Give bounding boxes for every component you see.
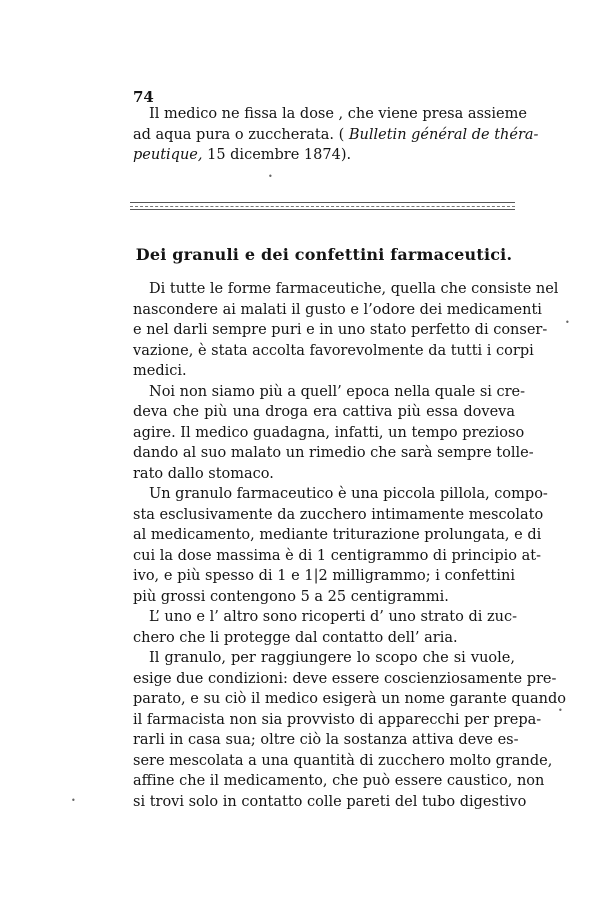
text-line: medici. [133, 363, 187, 379]
text-line: Un granulo farmaceutico è una piccola pillola, compo- [149, 486, 548, 502]
page-number: 74 [133, 88, 154, 106]
text-line: nascondere ai malati il gusto e l’odore dei medicamenti [133, 301, 542, 318]
citation-end-line [133, 145, 515, 166]
text-line: parato, e su ciò il medico esigerà un nome garante quando [133, 691, 567, 707]
text-line: rato dallo stomaco. [133, 465, 274, 482]
text-line: deva che più una droga era cattiva più essa doveva [133, 404, 515, 420]
separator-rule [130, 206, 515, 207]
print-speck: • [268, 172, 273, 181]
text-line: Di tutte le forme farmaceutiche, quella che consiste nel [149, 281, 559, 297]
top-paragraph [133, 104, 539, 166]
text-line: si trovi solo in contatto colle pareti del tubo digestivo [133, 793, 527, 810]
text-line: agire. Il medico guadagna, infatti, un tempo prezioso [133, 424, 525, 441]
print-speck: • [71, 796, 76, 805]
text-line: sta esclusivamente da zucchero intimamente mescolato [133, 506, 544, 523]
citation-title: Bulletin général de théra- [348, 126, 539, 143]
text-line: chero che li protegge dal contatto dell’ aria. [133, 629, 458, 646]
citation-date: 15 dicembre 1874). [202, 147, 352, 163]
print-speck: • [558, 706, 563, 715]
citation-title-cont: peutique, [133, 147, 203, 163]
print-speck: • [565, 318, 570, 327]
separator-rule [130, 202, 515, 203]
text-line: rarli in casa sua; oltre ciò la sostanza attiva deve es- [133, 732, 519, 748]
text-line: L’ uno e l’ altro sono ricoperti d’ uno strato di zuc- [149, 609, 518, 625]
text-line: Il granulo, per raggiungere lo scopo che si vuole, [149, 650, 515, 666]
text-line: sere mescolata a una quantità di zucchero molto grande, [133, 752, 553, 769]
separator-rule [130, 209, 515, 210]
text-line: vazione, è stata accolta favorevolmente da tutti i corpi [133, 342, 534, 359]
text-span: ad aqua pura o zuccherata. ( [133, 126, 345, 143]
citation-line [133, 125, 539, 146]
text-line: Noi non siamo più a quell’ epoca nella quale si cre- [149, 383, 526, 400]
text-line: al medicamento, mediante triturazione prolungata, e di [133, 527, 542, 543]
text-line: esige due condizioni: deve essere coscienziosamente pre- [133, 670, 557, 687]
text-line: il farmacista non sia provvisto di apparecchi per prepa- [133, 711, 542, 728]
text-line: affine che il medicamento, che può essere caustico, non [133, 773, 545, 789]
text-line: cui la dose massima è di 1 centigrammo di principio at- [133, 547, 542, 564]
text-line: e nel darli sempre puri e in uno stato perfetto di conser- [133, 322, 548, 338]
section-heading: Dei granuli e dei confettini farmaceutici. [135, 245, 513, 264]
text-line: Il medico ne fissa la dose , che viene presa assieme [149, 106, 527, 122]
text-line: ivo, e più spesso di 1 e 1|2 milligrammo; i confettini [133, 568, 515, 584]
text-line: più grossi contengono 5 a 25 centigrammi. [133, 588, 449, 605]
body-text [133, 279, 567, 812]
text-line: dando al suo malato un rimedio che sarà sempre tolle- [133, 445, 534, 461]
